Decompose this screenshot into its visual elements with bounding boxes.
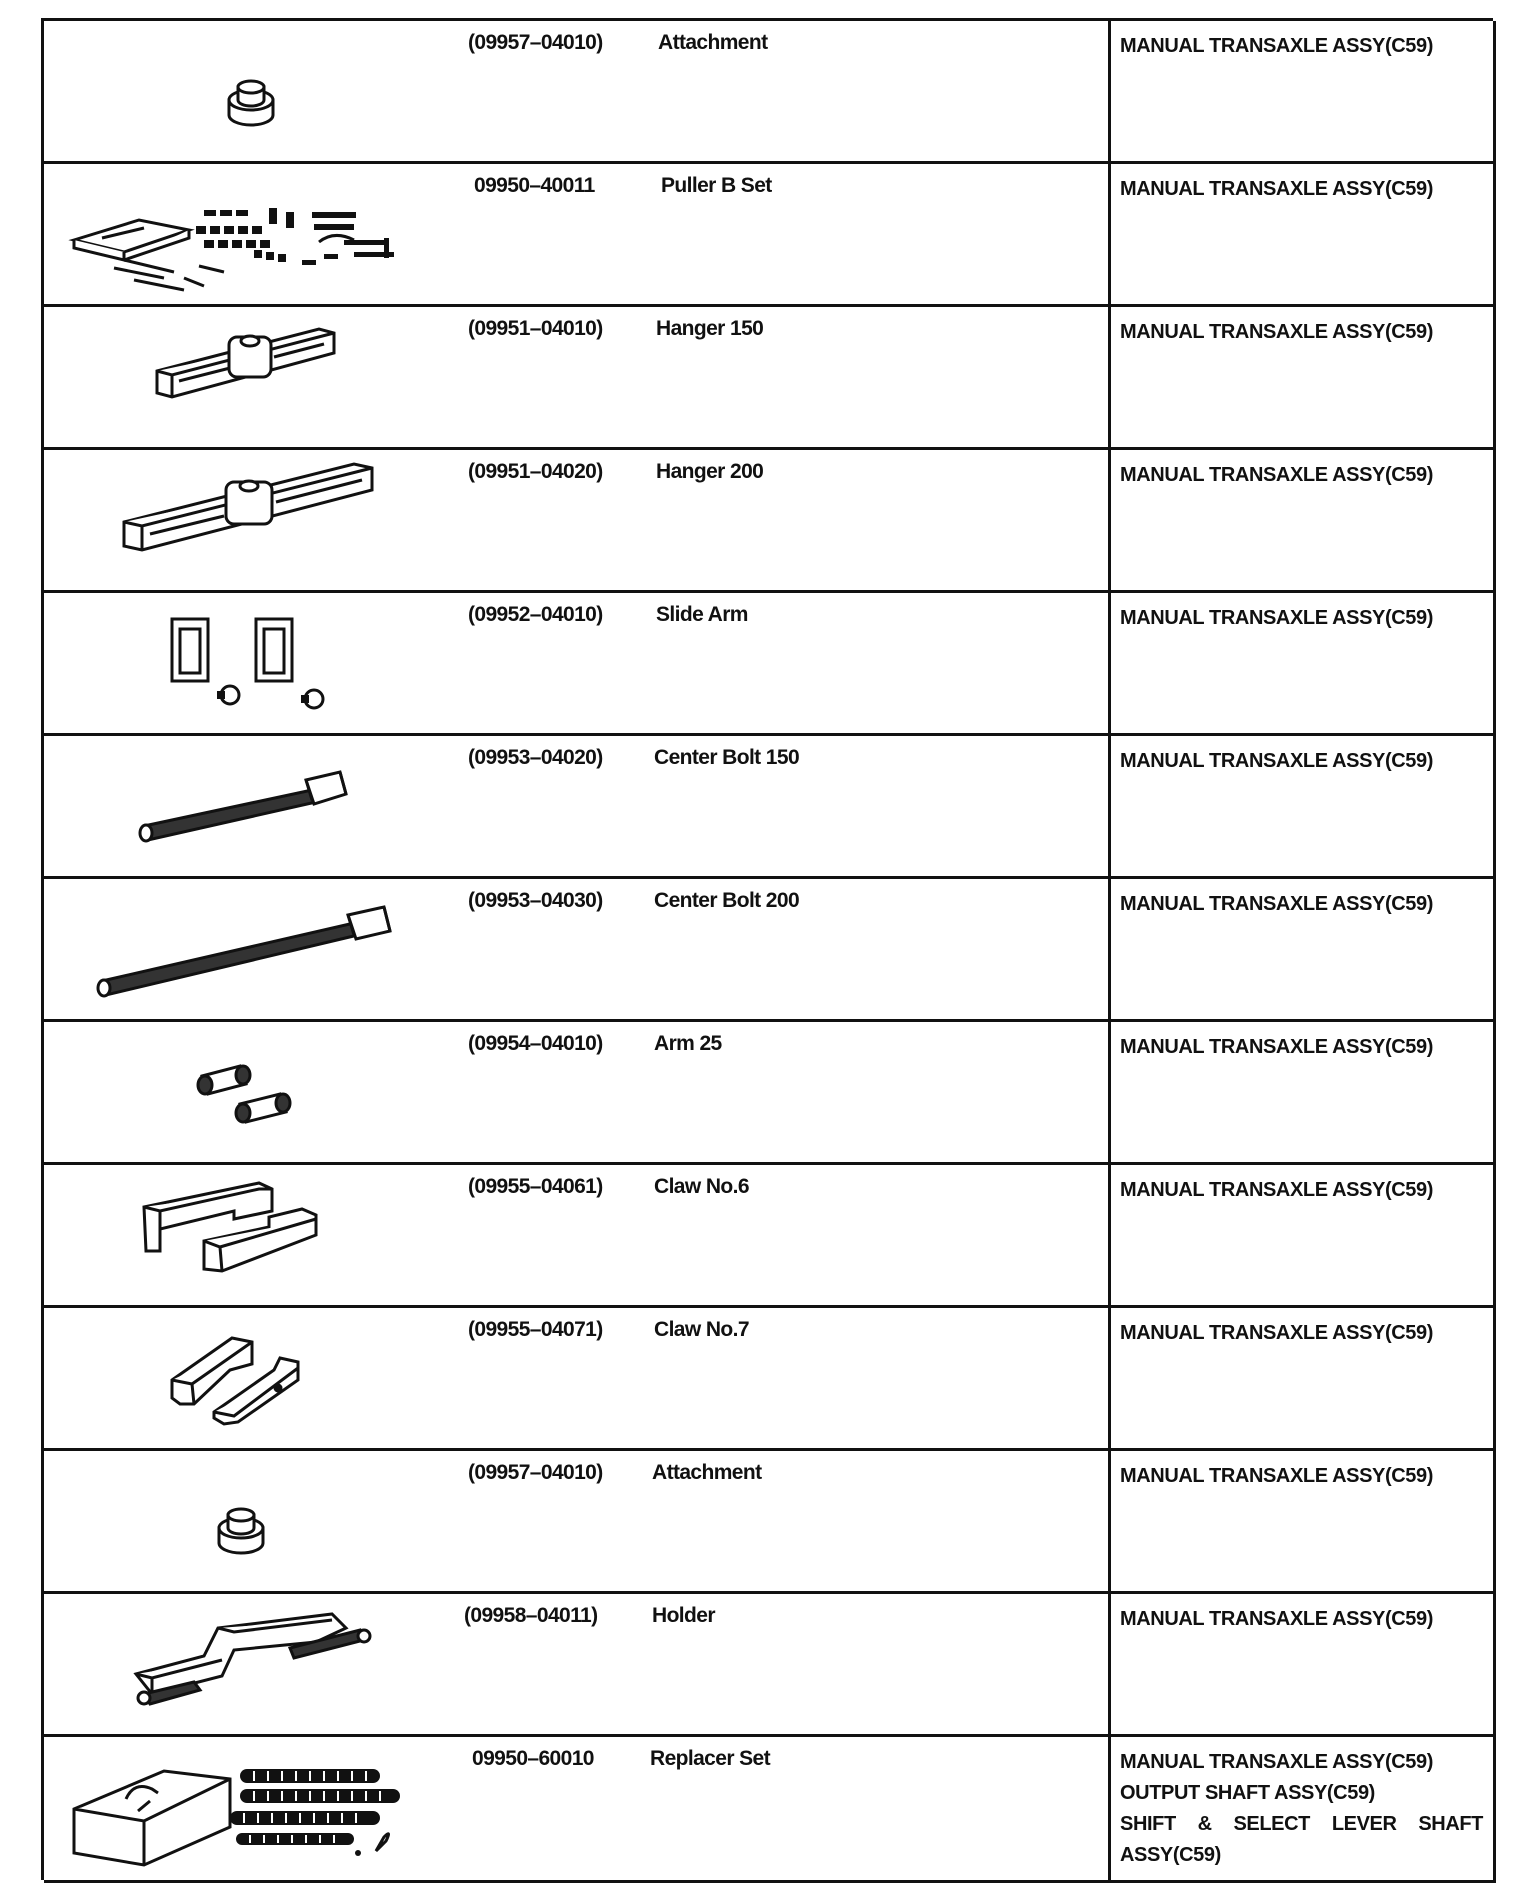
- tool-name: Attachment: [652, 1461, 762, 1484]
- part-number: (09955–04061): [468, 1175, 603, 1198]
- tool-cell: [44, 450, 1111, 593]
- tool-cell: [44, 736, 1111, 879]
- claw-icon: [54, 1169, 474, 1299]
- tool-cell: [44, 879, 1111, 1022]
- tool-name: Center Bolt 150: [654, 746, 800, 769]
- application-text: MANUAL TRANSAXLE ASSY(C59): [1120, 178, 1433, 200]
- table-row: [44, 164, 1496, 307]
- tool-name: Arm 25: [654, 1032, 722, 1055]
- application-text: MANUAL TRANSAXLE ASSY(C59): [1120, 321, 1433, 343]
- tool-name: Claw No.7: [654, 1318, 749, 1341]
- part-number: (09951–04020): [468, 460, 603, 483]
- table-row: [44, 736, 1496, 879]
- part-number: (09957–04010): [468, 31, 603, 54]
- application-text: MANUAL TRANSAXLE ASSY(C59): [1120, 1608, 1433, 1630]
- table-row: [44, 1308, 1496, 1451]
- part-number: (09952–04010): [468, 603, 603, 626]
- application-cell: [1111, 1165, 1496, 1308]
- tool-cell: [44, 1451, 1111, 1594]
- tool-cell: [44, 1308, 1111, 1451]
- part-number: (09953–04020): [468, 746, 603, 769]
- tool-cell: [44, 164, 1111, 307]
- tool-cell: [44, 307, 1111, 450]
- application-text: OUTPUT SHAFT ASSY(C59): [1120, 1782, 1375, 1804]
- application-text: MANUAL TRANSAXLE ASSY(C59): [1120, 1322, 1433, 1344]
- tool-name: Replacer Set: [650, 1747, 771, 1770]
- table-row: [44, 879, 1496, 1022]
- application-cell: [1111, 736, 1496, 879]
- special-service-tools-table: [41, 18, 1493, 1880]
- application-cell: [1111, 593, 1496, 736]
- table-row: [44, 1737, 1496, 1883]
- table-row: [44, 450, 1496, 593]
- slide-arm-icon: [54, 597, 474, 727]
- table-row: [44, 593, 1496, 736]
- tool-cell: [44, 1737, 1111, 1883]
- tool-name: Holder: [652, 1604, 715, 1627]
- tool-cell: [44, 593, 1111, 736]
- part-number: (09951–04010): [468, 317, 603, 340]
- application-text: MANUAL TRANSAXLE ASSY(C59): [1120, 464, 1433, 486]
- part-number: 09950–60010: [472, 1747, 594, 1770]
- tool-cell: [44, 1165, 1111, 1308]
- application-cell: [1111, 164, 1496, 307]
- center-bolt-icon: [54, 740, 474, 870]
- part-number: (09957–04010): [468, 1461, 603, 1484]
- part-number: 09950–40011: [474, 174, 595, 197]
- tool-name: Attachment: [658, 31, 768, 54]
- hanger-icon: [54, 454, 474, 584]
- application-text: MANUAL TRANSAXLE ASSY(C59): [1120, 1751, 1433, 1773]
- application-cell: [1111, 879, 1496, 1022]
- application-text: MANUAL TRANSAXLE ASSY(C59): [1120, 893, 1433, 915]
- tool-name: Hanger 150: [656, 317, 764, 340]
- holder-icon: [54, 1598, 474, 1728]
- part-number: (09954–04010): [468, 1032, 603, 1055]
- attachment-icon: [54, 1455, 474, 1585]
- tool-name: Puller B Set: [661, 174, 772, 197]
- claw-icon: [54, 1312, 474, 1442]
- arm-icon: [54, 1026, 474, 1156]
- application-cell: [1111, 1022, 1496, 1165]
- tool-name: Claw No.6: [654, 1175, 749, 1198]
- table-row: [44, 21, 1496, 164]
- application-text: MANUAL TRANSAXLE ASSY(C59): [1120, 1465, 1433, 1487]
- tool-cell: [44, 1594, 1111, 1737]
- application-cell: [1111, 1308, 1496, 1451]
- application-text: ASSY(C59): [1120, 1844, 1221, 1866]
- tool-name: Center Bolt 200: [654, 889, 800, 912]
- application-cell: [1111, 1737, 1496, 1883]
- table-row: [44, 1594, 1496, 1737]
- part-number: (09958–04011): [464, 1604, 598, 1627]
- replacer-set-icon: [54, 1741, 474, 1871]
- table-row: [44, 1165, 1496, 1308]
- application-text: MANUAL TRANSAXLE ASSY(C59): [1120, 1036, 1433, 1058]
- center-bolt-icon: [54, 883, 474, 1013]
- tool-name: Hanger 200: [656, 460, 764, 483]
- table-row: [44, 1451, 1496, 1594]
- application-cell: [1111, 307, 1496, 450]
- table-row: [44, 307, 1496, 450]
- hanger-icon: [54, 311, 474, 441]
- application-cell: [1111, 1594, 1496, 1737]
- application-cell: [1111, 450, 1496, 593]
- application-text: MANUAL TRANSAXLE ASSY(C59): [1120, 35, 1433, 57]
- application-cell: [1111, 21, 1496, 164]
- application-text: SHIFT & SELECT LEVER SHAFT: [1120, 1813, 1483, 1835]
- application-cell: [1111, 1451, 1496, 1594]
- application-text: MANUAL TRANSAXLE ASSY(C59): [1120, 750, 1433, 772]
- part-number: (09953–04030): [468, 889, 603, 912]
- application-text: MANUAL TRANSAXLE ASSY(C59): [1120, 1179, 1433, 1201]
- tool-name: Slide Arm: [656, 603, 748, 626]
- attachment-icon: [54, 25, 474, 155]
- puller-b-set-icon: [54, 168, 474, 298]
- application-text: MANUAL TRANSAXLE ASSY(C59): [1120, 607, 1433, 629]
- tool-cell: [44, 1022, 1111, 1165]
- part-number: (09955–04071): [468, 1318, 603, 1341]
- tool-cell: [44, 21, 1111, 164]
- table-row: [44, 1022, 1496, 1165]
